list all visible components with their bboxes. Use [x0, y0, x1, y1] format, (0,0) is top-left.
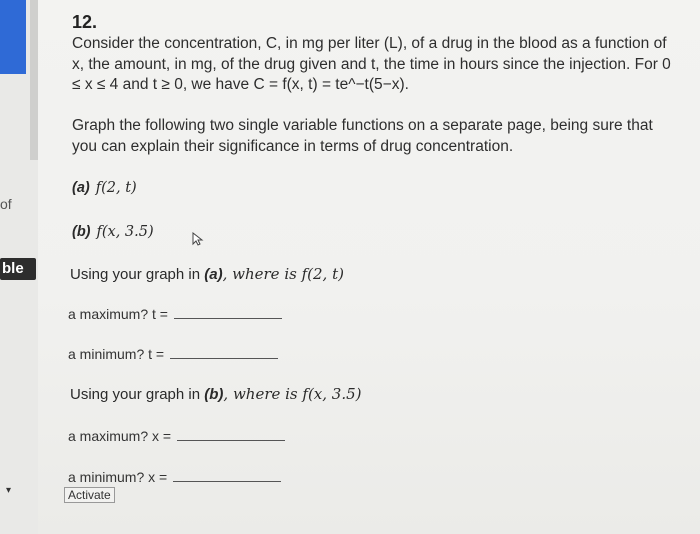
question-number: 12.	[72, 12, 98, 32]
question-2-prompt: Using your graph in (b), where is f(x, 3.5)	[70, 385, 362, 403]
part-a	[72, 180, 137, 196]
activate-button[interactable]: Activate	[64, 487, 115, 503]
sidebar-blue-tab[interactable]	[0, 0, 26, 74]
part-a-label: (a)	[72, 180, 90, 196]
graph-instruction: Graph the following two single variable functions on a separate page, being sure that you can explain their significance in terms of drug concentration.	[72, 117, 653, 155]
sidebar-snippet-of: of	[0, 196, 12, 212]
part-b-expression: f(x, 3.5)	[96, 224, 154, 240]
q2-min-line: a minimum? x =	[68, 469, 281, 485]
q1-min-line: a minimum? t =	[68, 346, 278, 362]
sidebar-snippet-ble[interactable]: ble	[0, 258, 36, 280]
chevron-down-icon[interactable]: ▾	[6, 485, 12, 496]
q1-min-input[interactable]	[170, 346, 278, 359]
mouse-cursor-icon	[192, 232, 204, 249]
q2-max-line: a maximum? x =	[68, 428, 285, 444]
scrollbar[interactable]	[30, 0, 38, 160]
q1-max-input[interactable]	[174, 306, 282, 319]
question-intro: Consider the concentration, C, in mg per liter (L), of a drug in the blood as a function of x, the amount, in mg, of the drug given and t, the time in hours since the injection. For 0 ≤ x ≤ 4 and t ≥ 0, we have C = f(x, t) = te^−t(5−x).	[72, 35, 671, 93]
q1-max-line: a maximum? t =	[68, 306, 282, 322]
q2-min-input[interactable]	[173, 469, 281, 482]
question-1-prompt: Using your graph in (a), where is f(2, t)	[70, 265, 344, 283]
part-a-expression: f(2, t)	[95, 180, 137, 196]
part-b	[72, 224, 154, 240]
q2-max-input[interactable]	[177, 428, 285, 441]
part-b-label: (b)	[72, 224, 91, 240]
